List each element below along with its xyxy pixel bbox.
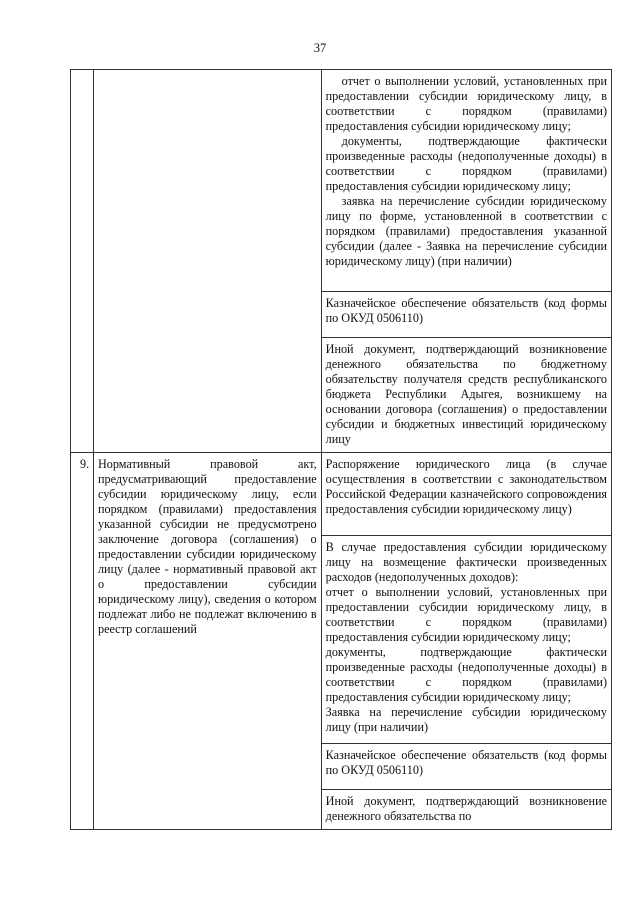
page-number: 37 [313,41,327,55]
documents-table [70,69,612,830]
document-paragraph: отчет о выполнении условий, установленных при предоставлении субсидии юридическому лицу, в соответствии с порядком (правилами) предоставления субсидии юридическому лицу; [325,74,607,133]
document-cell [321,536,611,744]
row-number-cell [71,70,94,453]
table-row [71,453,612,536]
legal-act-cell: Нормативный правовой акт, предусматривающий предоставление субсидии юридическому лицу, если порядком (правилами) предоставления указанной субсидии не предусмотрено заключение договора (соглашения) о предоставлении субсидии юридическому лицу (далее - нормативный правовой акт о предоставлении субсидии юридическому лицу), сведения о котором подлежат либо не подлежат включению в реестр соглашений [93,453,321,830]
document-paragraph: Заявка на перечисление субсидии юридическому лицу (при наличии) [325,705,607,734]
row-number-cell: 9. [71,453,94,830]
document-paragraph: В случае предоставления субсидии юридическому лицу на возмещение фактически произведенных расходов (недополученных доходов): [325,540,607,584]
legal-act-cell [93,70,321,453]
document-paragraph: отчет о выполнении условий, установленных при предоставлении субсидии юридическому лицу, в соответствии с порядком (правилами) предоставления субсидии юридическому лицу; [325,585,607,644]
document-paragraph: Казначейское обеспечение обязательств (код формы по ОКУД 0506110) [325,748,607,777]
document-cell [321,70,611,292]
document-cell [321,338,611,453]
document-cell [321,453,611,536]
document-paragraph: Иной документ, подтверждающий возникновение денежного обязательства по [325,794,607,823]
document-paragraph: заявка на перечисление субсидии юридическому лицу по форме, установленной в соответствии с порядком (правилами) предоставления указанной субсидии (далее - Заявка на перечисление субсидии юридическому лицу) (при наличии) [325,194,607,268]
document-paragraph: Казначейское обеспечение обязательств (код формы по ОКУД 0506110) [325,296,607,325]
document-cell [321,790,611,830]
document-paragraph: Распоряжение юридического лица (в случае осуществления в соответствии с законодательством Российской Федерации казначейского сопровождения предоставления субсидии юридическому лицу) [325,457,607,516]
document-paragraph: Иной документ, подтверждающий возникновение денежного обязательства по бюджетному обязательству получателя средств республиканского бюджета Республики Адыгея, возникшему на основании договора (соглашения) о предоставлении субсидии и бюджетных инвестиций юридическому лицу [325,342,607,446]
document-paragraph: документы, подтверждающие фактически произведенные расходы (недополученные доходы) в соответствии с порядком (правилами) предоставления субсидии юридическому лицу; [325,134,607,193]
document-paragraph: документы, подтверждающие фактически произведенные расходы (недополученные доходы) в соответствии с порядком (правилами) предоставления субсидии юридическому лицу; [325,645,607,704]
document-cell [321,744,611,790]
document-cell [321,292,611,338]
table-row [71,70,612,292]
